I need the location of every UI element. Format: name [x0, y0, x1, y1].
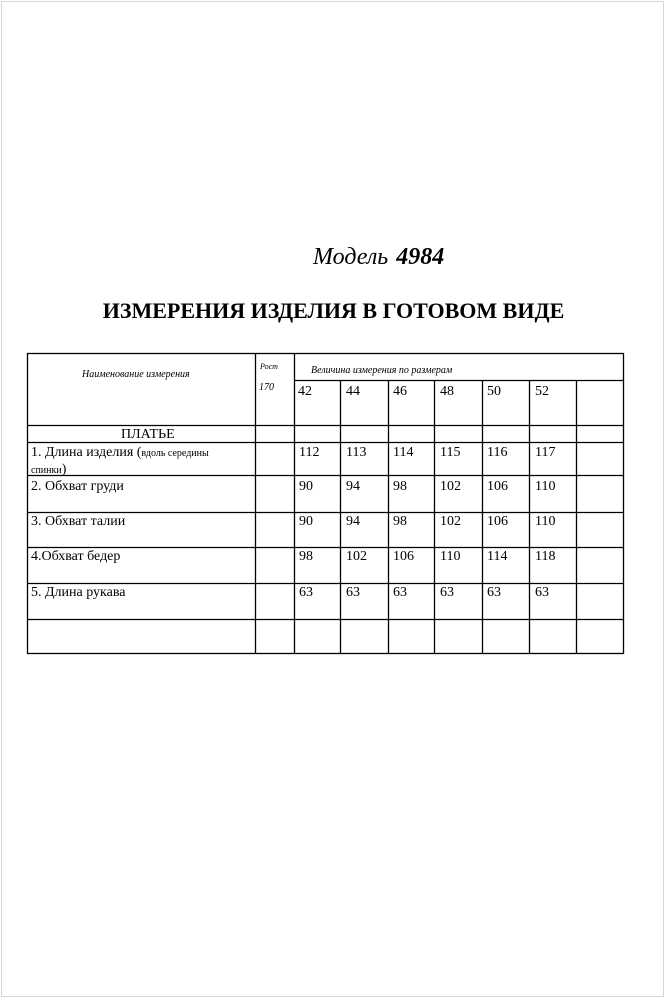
header-height-value: 170: [259, 382, 274, 393]
table-cell: 110: [440, 549, 461, 564]
size-header: 42: [298, 384, 312, 399]
header-height-label: Рост: [260, 362, 278, 371]
row-label-length-continued: спинки): [31, 462, 67, 477]
table-cell: 115: [440, 445, 461, 460]
table-cell: 110: [535, 479, 556, 494]
table-cell: 63: [393, 585, 407, 600]
model-number: 4984: [396, 244, 445, 270]
table-cell: 106: [487, 514, 508, 529]
table-cell: 90: [299, 514, 313, 529]
table-cell: 63: [487, 585, 501, 600]
table-cell: 94: [346, 479, 360, 494]
table-cell: 63: [535, 585, 549, 600]
table-cell: 98: [299, 549, 313, 564]
table-cell: 116: [487, 445, 508, 460]
table-cell: 102: [440, 514, 461, 529]
header-measurement-name: Наименование измерения: [82, 369, 190, 380]
size-header: 52: [535, 384, 549, 399]
table-cell: 90: [299, 479, 313, 494]
document-title: ИЗМЕРЕНИЯ ИЗДЕЛИЯ В ГОТОВОМ ВИДЕ: [102, 298, 565, 323]
row-label-waist: 3. Обхват талии: [31, 514, 126, 529]
table-cell: 106: [487, 479, 508, 494]
row-label-sleeve: 5. Длина рукава: [31, 585, 126, 600]
table-cell: 63: [346, 585, 360, 600]
size-header: 44: [346, 384, 360, 399]
table-cell: 114: [487, 549, 508, 564]
table-cell: 117: [535, 445, 556, 460]
size-header: 46: [393, 384, 407, 399]
table-cell: 94: [346, 514, 360, 529]
table-cell: 63: [299, 585, 313, 600]
table-cell: 112: [299, 445, 320, 460]
table-cell: 114: [393, 445, 414, 460]
table-cell: 98: [393, 479, 407, 494]
header-sizes-label: Величина измерения по размерам: [311, 365, 453, 376]
row-label-chest: 2. Обхват груди: [31, 479, 124, 494]
table-cell: 63: [440, 585, 454, 600]
size-header: 50: [487, 384, 501, 399]
table-cell: 113: [346, 445, 367, 460]
model-label: Модель: [313, 244, 389, 270]
table-cell: 118: [535, 549, 556, 564]
size-header: 48: [440, 384, 454, 399]
row-label-hips: 4.Обхват бедер: [31, 549, 121, 564]
row-label-length: 1. Длина изделия (вдоль середины: [31, 445, 209, 460]
section-label: ПЛАТЬЕ: [121, 427, 175, 442]
table-cell: 102: [346, 549, 367, 564]
table-cell: 98: [393, 514, 407, 529]
table-cell: 106: [393, 549, 414, 564]
table-cell: 102: [440, 479, 461, 494]
table-cell: 110: [535, 514, 556, 529]
